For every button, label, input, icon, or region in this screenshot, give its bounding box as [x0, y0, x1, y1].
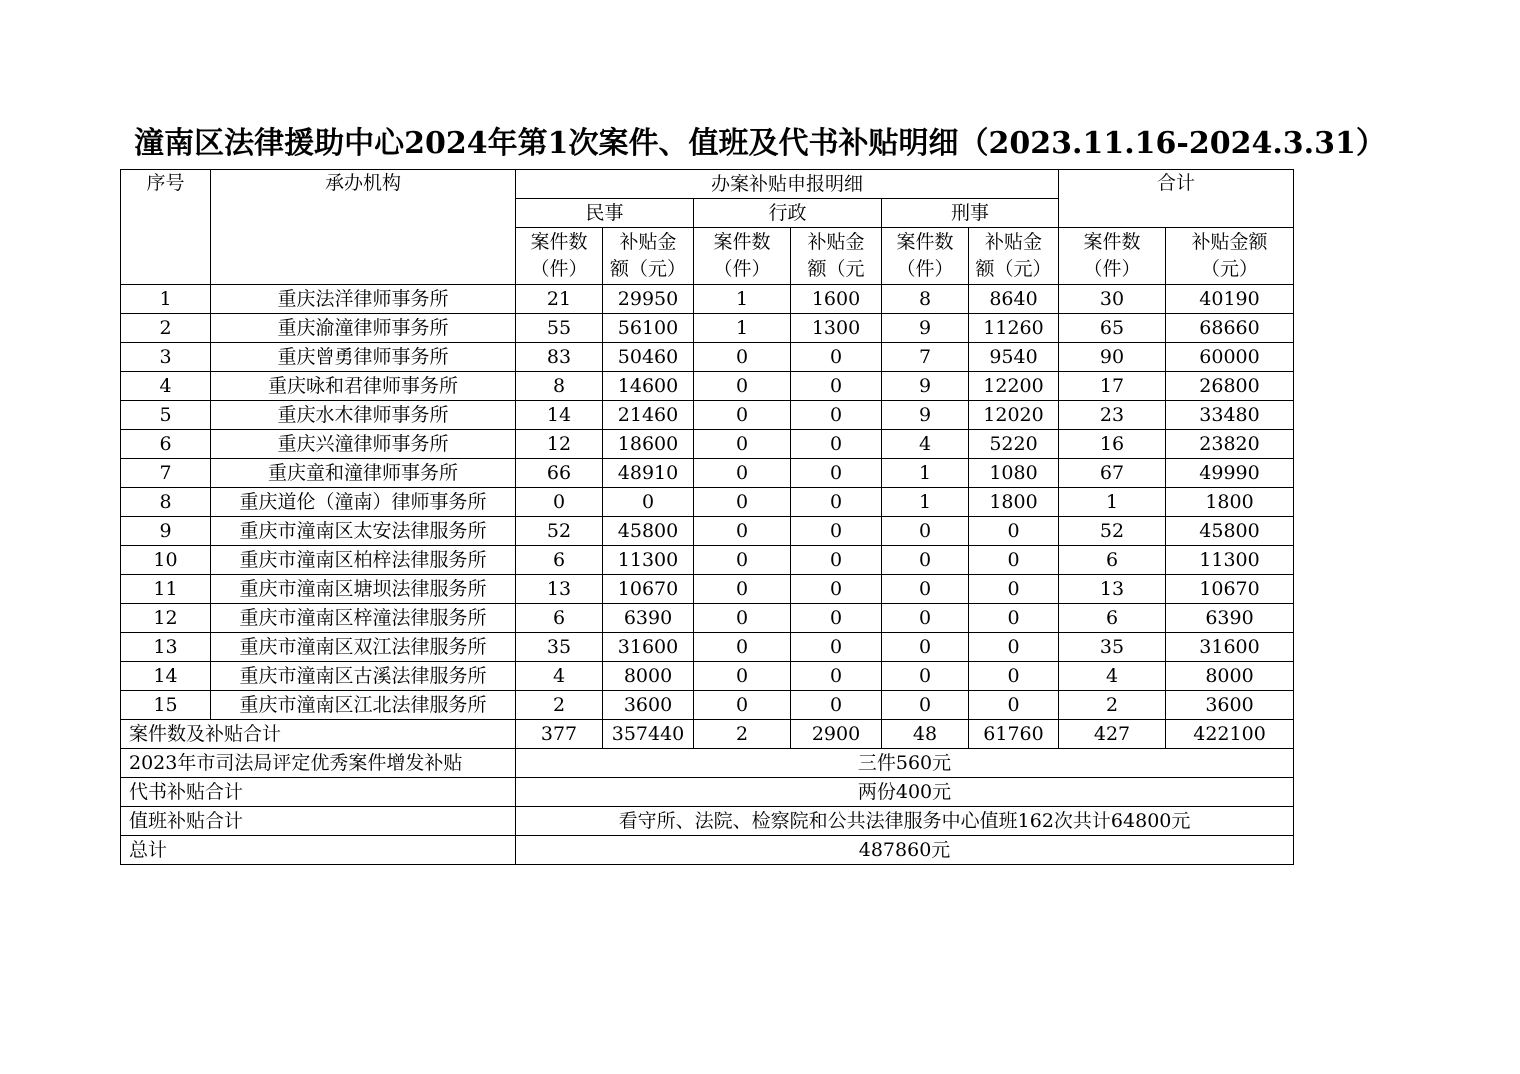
row-total-cases: 30 — [1059, 285, 1166, 314]
table-row — [121, 401, 1294, 430]
row-criminal-cases: 0 — [882, 575, 969, 604]
row-admin-cases: 1 — [694, 285, 791, 314]
totals-total-amount: 422100 — [1166, 720, 1294, 749]
header-total-cases — [1059, 228, 1166, 285]
table-row — [121, 314, 1294, 343]
table-row — [121, 488, 1294, 517]
header-line: 额（元 — [807, 258, 865, 280]
row-criminal-amount: 9540 — [969, 343, 1059, 372]
row-civil-amount: 3600 — [603, 691, 694, 720]
row-org: 重庆渝潼律师事务所 — [211, 314, 516, 343]
row-admin-cases: 0 — [694, 546, 791, 575]
extra-value: 看守所、法院、检察院和公共法律服务中心值班162次共计64800元 — [516, 807, 1294, 836]
row-total-amount: 49990 — [1166, 459, 1294, 488]
row-admin-cases: 0 — [694, 662, 791, 691]
row-criminal-amount: 0 — [969, 575, 1059, 604]
row-criminal-amount: 12020 — [969, 401, 1059, 430]
row-criminal-amount: 0 — [969, 633, 1059, 662]
row-criminal-cases: 0 — [882, 517, 969, 546]
row-org: 重庆市潼南区塘坝法律服务所 — [211, 575, 516, 604]
row-criminal-amount: 1080 — [969, 459, 1059, 488]
header-seq: 序号 — [121, 170, 211, 285]
row-org: 重庆市潼南区柏梓法律服务所 — [211, 546, 516, 575]
row-org: 重庆市潼南区太安法律服务所 — [211, 517, 516, 546]
row-total-amount: 26800 — [1166, 372, 1294, 401]
row-total-cases: 17 — [1059, 372, 1166, 401]
header-total: 合计 — [1059, 170, 1294, 228]
row-criminal-cases: 8 — [882, 285, 969, 314]
row-criminal-cases: 0 — [882, 691, 969, 720]
extra-value: 487860元 — [516, 836, 1294, 865]
row-total-amount: 31600 — [1166, 633, 1294, 662]
extra-value: 两份400元 — [516, 778, 1294, 807]
row-criminal-cases: 1 — [882, 459, 969, 488]
row-criminal-cases: 0 — [882, 546, 969, 575]
row-admin-amount: 0 — [791, 604, 882, 633]
row-criminal-cases: 9 — [882, 314, 969, 343]
header-civil: 民事 — [516, 199, 694, 228]
row-admin-amount: 0 — [791, 343, 882, 372]
row-civil-amount: 11300 — [603, 546, 694, 575]
row-admin-amount: 0 — [791, 691, 882, 720]
header-criminal-amount — [969, 228, 1059, 285]
extra-row-duty — [121, 807, 1294, 836]
row-org: 重庆水木律师事务所 — [211, 401, 516, 430]
row-admin-amount: 0 — [791, 517, 882, 546]
header-civil-cases — [516, 228, 603, 285]
row-civil-cases: 66 — [516, 459, 603, 488]
row-org: 重庆市潼南区梓潼法律服务所 — [211, 604, 516, 633]
header-line: （件） — [530, 258, 588, 280]
row-criminal-amount: 12200 — [969, 372, 1059, 401]
totals-civil-amount: 357440 — [603, 720, 694, 749]
row-seq: 10 — [121, 546, 211, 575]
header-line: 补贴金 — [985, 231, 1043, 253]
row-total-amount: 8000 — [1166, 662, 1294, 691]
row-total-amount: 11300 — [1166, 546, 1294, 575]
row-admin-amount: 0 — [791, 633, 882, 662]
row-civil-amount: 31600 — [603, 633, 694, 662]
row-civil-cases: 13 — [516, 575, 603, 604]
row-seq: 1 — [121, 285, 211, 314]
table-row — [121, 633, 1294, 662]
header-line: （元） — [1201, 258, 1259, 280]
header-line: （件） — [896, 258, 954, 280]
row-total-cases: 35 — [1059, 633, 1166, 662]
row-admin-amount: 0 — [791, 430, 882, 459]
row-civil-amount: 45800 — [603, 517, 694, 546]
row-seq: 15 — [121, 691, 211, 720]
row-seq: 2 — [121, 314, 211, 343]
table-row — [121, 459, 1294, 488]
row-criminal-cases: 0 — [882, 633, 969, 662]
row-admin-cases: 0 — [694, 372, 791, 401]
page-title: 潼南区法律援助中心2024年第1次案件、值班及代书补贴明细（2023.11.16-2024.3.31） — [134, 126, 1386, 161]
row-admin-cases: 0 — [694, 430, 791, 459]
row-total-cases: 6 — [1059, 604, 1166, 633]
header-line: 案件数 — [1083, 231, 1141, 253]
row-org: 重庆曾勇律师事务所 — [211, 343, 516, 372]
header-line: （件） — [1083, 258, 1141, 280]
header-line: 案件数 — [530, 231, 588, 253]
row-admin-amount: 0 — [791, 575, 882, 604]
row-total-cases: 6 — [1059, 546, 1166, 575]
row-criminal-amount: 1800 — [969, 488, 1059, 517]
row-civil-amount: 21460 — [603, 401, 694, 430]
row-admin-amount: 0 — [791, 488, 882, 517]
row-criminal-cases: 9 — [882, 372, 969, 401]
row-admin-cases: 1 — [694, 314, 791, 343]
row-civil-amount: 8000 — [603, 662, 694, 691]
row-admin-cases: 0 — [694, 488, 791, 517]
row-admin-cases: 0 — [694, 691, 791, 720]
table-row — [121, 372, 1294, 401]
row-civil-amount: 29950 — [603, 285, 694, 314]
row-seq: 4 — [121, 372, 211, 401]
row-criminal-cases: 7 — [882, 343, 969, 372]
row-total-amount: 40190 — [1166, 285, 1294, 314]
row-criminal-cases: 9 — [882, 401, 969, 430]
row-criminal-amount: 0 — [969, 691, 1059, 720]
header-line: 补贴金额 — [1191, 231, 1268, 253]
row-total-cases: 16 — [1059, 430, 1166, 459]
row-admin-amount: 1600 — [791, 285, 882, 314]
header-admin-cases — [694, 228, 791, 285]
extra-row-grand-total — [121, 836, 1294, 865]
row-civil-cases: 21 — [516, 285, 603, 314]
row-admin-amount: 0 — [791, 459, 882, 488]
table-row — [121, 691, 1294, 720]
row-total-cases: 90 — [1059, 343, 1166, 372]
row-total-cases: 23 — [1059, 401, 1166, 430]
extra-label: 2023年市司法局评定优秀案件增发补贴 — [121, 749, 516, 778]
header-admin: 行政 — [694, 199, 882, 228]
row-total-amount: 33480 — [1166, 401, 1294, 430]
header-admin-amount — [791, 228, 882, 285]
row-org: 重庆兴潼律师事务所 — [211, 430, 516, 459]
header-line: 案件数 — [896, 231, 954, 253]
row-admin-cases: 0 — [694, 517, 791, 546]
row-total-amount: 6390 — [1166, 604, 1294, 633]
totals-label: 案件数及补贴合计 — [121, 720, 516, 749]
row-seq: 14 — [121, 662, 211, 691]
row-total-cases: 52 — [1059, 517, 1166, 546]
totals-criminal-amount: 61760 — [969, 720, 1059, 749]
row-civil-cases: 55 — [516, 314, 603, 343]
row-civil-cases: 14 — [516, 401, 603, 430]
row-admin-amount: 0 — [791, 401, 882, 430]
totals-admin-amount: 2900 — [791, 720, 882, 749]
row-admin-amount: 0 — [791, 372, 882, 401]
row-criminal-amount: 0 — [969, 662, 1059, 691]
row-civil-cases: 8 — [516, 372, 603, 401]
row-criminal-amount: 0 — [969, 604, 1059, 633]
row-seq: 3 — [121, 343, 211, 372]
extra-row-bonus — [121, 749, 1294, 778]
header-line: 案件数 — [713, 231, 771, 253]
row-seq: 8 — [121, 488, 211, 517]
row-criminal-cases: 1 — [882, 488, 969, 517]
extra-label: 总计 — [121, 836, 516, 865]
row-total-amount: 3600 — [1166, 691, 1294, 720]
table-row — [121, 343, 1294, 372]
extra-label: 代书补贴合计 — [121, 778, 516, 807]
row-civil-cases: 6 — [516, 604, 603, 633]
header-line: （件） — [713, 258, 771, 280]
row-admin-amount: 1300 — [791, 314, 882, 343]
row-criminal-amount: 5220 — [969, 430, 1059, 459]
row-total-amount: 60000 — [1166, 343, 1294, 372]
totals-civil-cases: 377 — [516, 720, 603, 749]
header-criminal: 刑事 — [882, 199, 1059, 228]
table-row — [121, 604, 1294, 633]
row-civil-cases: 4 — [516, 662, 603, 691]
extra-row-writing — [121, 778, 1294, 807]
row-total-amount: 10670 — [1166, 575, 1294, 604]
row-criminal-amount: 0 — [969, 546, 1059, 575]
row-admin-cases: 0 — [694, 604, 791, 633]
row-org: 重庆童和潼律师事务所 — [211, 459, 516, 488]
row-admin-cases: 0 — [694, 343, 791, 372]
table-row — [121, 285, 1294, 314]
subsidy-table — [120, 169, 1294, 865]
row-civil-cases: 12 — [516, 430, 603, 459]
totals-criminal-cases: 48 — [882, 720, 969, 749]
row-org: 重庆市潼南区古溪法律服务所 — [211, 662, 516, 691]
row-total-amount: 45800 — [1166, 517, 1294, 546]
table-row — [121, 430, 1294, 459]
row-civil-cases: 83 — [516, 343, 603, 372]
row-criminal-cases: 4 — [882, 430, 969, 459]
header-line: 补贴金 — [807, 231, 865, 253]
row-admin-cases: 0 — [694, 633, 791, 662]
extra-label: 值班补贴合计 — [121, 807, 516, 836]
header-detail: 办案补贴申报明细 — [516, 170, 1059, 199]
row-civil-amount: 0 — [603, 488, 694, 517]
row-civil-amount: 50460 — [603, 343, 694, 372]
row-seq: 9 — [121, 517, 211, 546]
header-criminal-cases — [882, 228, 969, 285]
row-total-cases: 1 — [1059, 488, 1166, 517]
row-seq: 5 — [121, 401, 211, 430]
header-total-amount — [1166, 228, 1294, 285]
table-row — [121, 575, 1294, 604]
row-total-cases: 67 — [1059, 459, 1166, 488]
row-admin-cases: 0 — [694, 459, 791, 488]
row-criminal-amount: 11260 — [969, 314, 1059, 343]
totals-total-cases: 427 — [1059, 720, 1166, 749]
header-row-1 — [121, 170, 1294, 199]
table-row — [121, 662, 1294, 691]
row-admin-amount: 0 — [791, 546, 882, 575]
row-civil-amount: 56100 — [603, 314, 694, 343]
row-seq: 7 — [121, 459, 211, 488]
row-civil-amount: 14600 — [603, 372, 694, 401]
row-civil-cases: 2 — [516, 691, 603, 720]
row-org: 重庆咏和君律师事务所 — [211, 372, 516, 401]
row-total-amount: 68660 — [1166, 314, 1294, 343]
row-seq: 11 — [121, 575, 211, 604]
row-org: 重庆法洋律师事务所 — [211, 285, 516, 314]
row-criminal-cases: 0 — [882, 662, 969, 691]
extra-value: 三件560元 — [516, 749, 1294, 778]
totals-admin-cases: 2 — [694, 720, 791, 749]
row-criminal-cases: 0 — [882, 604, 969, 633]
row-org: 重庆市潼南区双江法律服务所 — [211, 633, 516, 662]
row-total-amount: 23820 — [1166, 430, 1294, 459]
row-civil-amount: 10670 — [603, 575, 694, 604]
header-org: 承办机构 — [211, 170, 516, 285]
header-line: 额（元） — [975, 258, 1052, 280]
row-total-cases: 4 — [1059, 662, 1166, 691]
row-seq: 12 — [121, 604, 211, 633]
header-line: 额（元） — [609, 258, 686, 280]
row-civil-amount: 6390 — [603, 604, 694, 633]
row-seq: 13 — [121, 633, 211, 662]
row-civil-amount: 48910 — [603, 459, 694, 488]
row-total-cases: 2 — [1059, 691, 1166, 720]
row-admin-amount: 0 — [791, 662, 882, 691]
row-total-amount: 1800 — [1166, 488, 1294, 517]
header-line: 补贴金 — [619, 231, 677, 253]
row-civil-cases: 0 — [516, 488, 603, 517]
row-civil-cases: 35 — [516, 633, 603, 662]
row-org: 重庆道伦（潼南）律师事务所 — [211, 488, 516, 517]
row-civil-cases: 6 — [516, 546, 603, 575]
table-row — [121, 546, 1294, 575]
row-seq: 6 — [121, 430, 211, 459]
row-org: 重庆市潼南区江北法律服务所 — [211, 691, 516, 720]
row-civil-amount: 18600 — [603, 430, 694, 459]
table-row — [121, 517, 1294, 546]
row-admin-cases: 0 — [694, 575, 791, 604]
row-criminal-amount: 8640 — [969, 285, 1059, 314]
row-criminal-amount: 0 — [969, 517, 1059, 546]
header-civil-amount — [603, 228, 694, 285]
row-civil-cases: 52 — [516, 517, 603, 546]
row-total-cases: 65 — [1059, 314, 1166, 343]
row-admin-cases: 0 — [694, 401, 791, 430]
totals-row — [121, 720, 1294, 749]
row-total-cases: 13 — [1059, 575, 1166, 604]
